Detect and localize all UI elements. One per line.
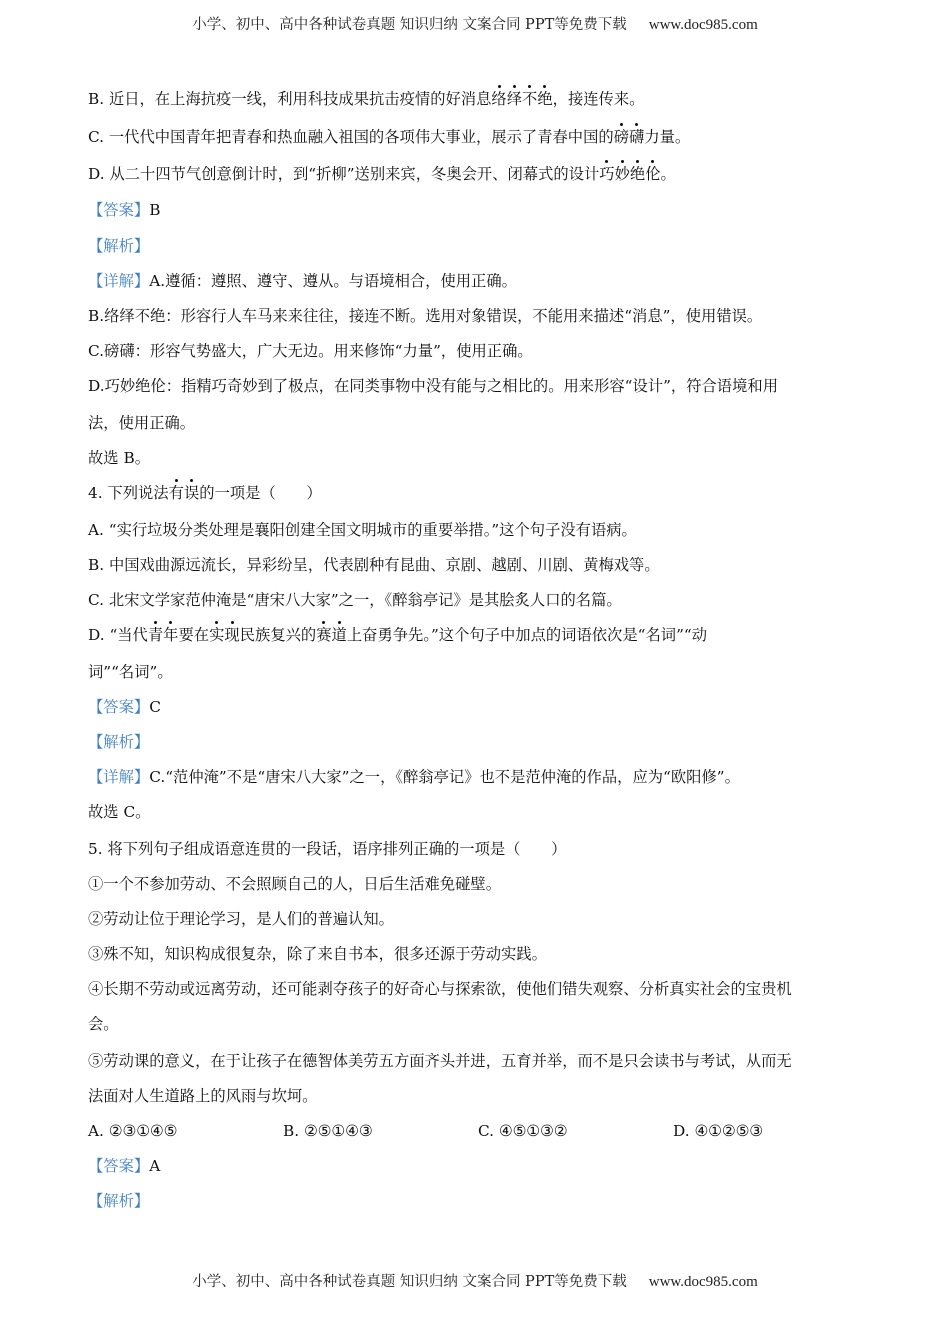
q3-conclusion: 故选 B。 xyxy=(88,449,150,467)
q5-option-d: D. ④①②⑤③ xyxy=(673,1122,764,1140)
q3-option-d: D. 从二十四节气创意倒计时，到“折柳”送别来宾，冬奥会开、闭幕式的设计巧妙绝伦。 xyxy=(88,165,676,183)
header-text: 小学、初中、高中各种试卷真题 知识归纳 文案合同 PPT等免费下载 xyxy=(192,17,627,33)
q5-sentence-2: ②劳动让位于理论学习，是人们的普遍认知。 xyxy=(88,910,394,928)
q5-option-c: C. ④⑤①③② xyxy=(478,1122,568,1140)
q3-option-c: C. 一代代中国青年把青春和热血融入祖国的各项伟大事业，展示了青春中国的磅礴力量。 xyxy=(88,128,691,146)
q3-detail-b: B.络绎不绝：形容行人车马来来往往，接连不断。选用对象错误，不能用来描述“消息”，使用错误。 xyxy=(88,307,763,325)
q5-sentence-5: ⑤劳动课的意义，在于让孩子在德智体美劳五方面齐头并进，五育并举，而不是只会读书与考试，从而无 xyxy=(88,1052,792,1070)
q5-sentence-4-cont: 会。 xyxy=(88,1015,119,1033)
q4-analysis: 【解析】 xyxy=(88,733,150,751)
q4-answer: 【答案】C xyxy=(88,698,161,716)
q3-analysis: 【解析】 xyxy=(88,237,150,255)
q5-option-b: B. ②⑤①④③ xyxy=(283,1122,373,1140)
answer-tag: 【答案】 xyxy=(88,201,150,219)
q4-detail: 【详解】C.“范仲淹”不是“唐宋八大家”之一，《醉翁亭记》也不是范仲淹的作品，应为“欧阳修”。 xyxy=(88,768,740,786)
q5-sentence-3: ③殊不知，知识构成很复杂，除了来自书本，很多还源于劳动实践。 xyxy=(88,945,547,963)
page-header xyxy=(0,13,950,34)
q5-stem: 5. 将下列句子组成语意连贯的一段话，语序排列正确的一项是（ ） xyxy=(88,840,567,858)
q3-detail-c: C.磅礴：形容气势盛大，广大无边。用来修饰“力量”，使用正确。 xyxy=(88,342,533,360)
q4-option-d-cont: 词”“名词”。 xyxy=(88,663,173,681)
q5-analysis: 【解析】 xyxy=(88,1192,150,1210)
q5-sentence-1: ①一个不参加劳动、不会照顾自己的人，日后生活难免碰壁。 xyxy=(88,875,502,893)
q4-option-c: C. 北宋文学家范仲淹是“唐宋八大家”之一，《醉翁亭记》是其脍炙人口的名篇。 xyxy=(88,591,622,609)
q3-detail-a: 【详解】A.遵循：遵照、遵守、遵从。与语境相合，使用正确。 xyxy=(88,272,517,290)
q5-sentence-5-cont: 法面对人生道路上的风雨与坎坷。 xyxy=(88,1087,318,1105)
q3-detail-d: D.巧妙绝伦：指精巧奇妙到了极点，在同类事物中没有能与之相比的。用来形容“设计”，符合语境和用 xyxy=(88,377,778,395)
q5-sentence-4: ④长期不劳动或远离劳动，还可能剥夺孩子的好奇心与探索欲，使他们错失观察、分析真实社会的宝贵机 xyxy=(88,980,792,998)
q3-detail-d-cont: 法，使用正确。 xyxy=(88,414,196,432)
q5-options xyxy=(88,1120,763,1142)
q5-option-a: A. ②③①④⑤ xyxy=(88,1122,178,1140)
footer-site[interactable]: www.doc985.com xyxy=(648,1274,758,1290)
q4-option-d: D. “当代青年要在实现民族复兴的赛道上奋勇争先。”这个句子中加点的词语依次是“名词”“动 xyxy=(88,626,708,644)
header-site[interactable]: www.doc985.com xyxy=(648,17,758,33)
q3-option-b: B. 近日，在上海抗疫一线，利用科技成果抗击疫情的好消息络绎不绝，接连传来。 xyxy=(88,90,645,108)
footer-text: 小学、初中、高中各种试卷真题 知识归纳 文案合同 PPT等免费下载 xyxy=(192,1274,627,1290)
q3-answer: 【答案】B xyxy=(88,201,161,219)
page-footer xyxy=(0,1270,950,1291)
q4-option-b: B. 中国戏曲源远流长，异彩纷呈，代表剧种有昆曲、京剧、越剧、川剧、黄梅戏等。 xyxy=(88,556,660,574)
q4-stem: 4. 下列说法有误的一项是（ ） xyxy=(88,484,322,502)
q4-option-a: A. “实行垃圾分类处理是襄阳创建全国文明城市的重要举措。”这个句子没有语病。 xyxy=(88,521,637,539)
q5-answer: 【答案】A xyxy=(88,1157,161,1175)
q4-conclusion: 故选 C。 xyxy=(88,803,151,821)
